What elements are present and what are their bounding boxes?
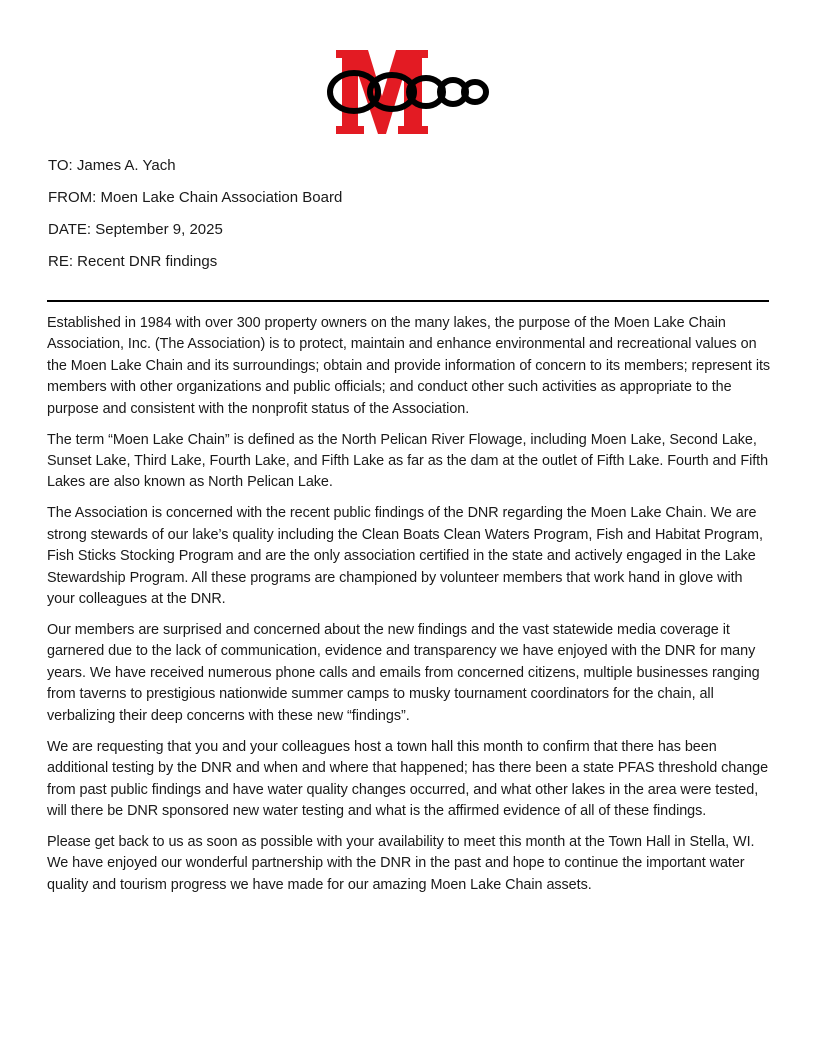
- paragraph-members: Our members are surprised and concerned about the new findings and the vast statewide media coverage it garnered due to the lack of communication, evidence and transparency we have enjoyed with the DNR for many years. We have received numerous phone calls and emails from concerned citizens, multiple businesses ranging from taverns to prestigious nationwide summer camps to musky tournament coordinators for the chain, all verbalizing their deep concerns with these new “findings”.: [47, 622, 760, 724]
- paragraph-concern: The Association is concerned with the recent public findings of the DNR regarding the Moen Lake Chain. We are strong stewards of our lake’s quality including the Clean Boats Clean Waters Program, Fish and Habitat Program, Fish Sticks Stocking Program and are the only association certified in the state and actively engaged in the Lake Stewardship Program. All these programs are championed by volunteer members that work hand in glove with your colleagues at the DNR.: [47, 505, 763, 608]
- memo-body: [47, 313, 771, 906]
- moen-chain-logo-icon: [324, 46, 490, 138]
- memo-re: RE: Recent DNR findings: [48, 253, 218, 270]
- memo-header: [48, 150, 768, 278]
- memo-to: TO: James A. Yach: [48, 157, 176, 174]
- memo-from: FROM: Moen Lake Chain Association Board: [48, 189, 343, 206]
- paragraph-definition: The term “Moen Lake Chain” is defined as the North Pelican River Flowage, including Moen Lake, Second Lake, Sunset Lake, Third Lake, Fourth Lake, and Fifth Lake as far as the dam at the outlet of Fifth Lake. Fourth and Fifth Lakes are also known as North Pelican Lake.: [47, 431, 769, 491]
- association-logo: [324, 46, 490, 138]
- header-divider: [47, 300, 769, 302]
- paragraph-purpose: Established in 1984 with over 300 property owners on the many lakes, the purpose of the Moen Lake Chain Association, Inc. (The Association) is to protect, maintain and enhance environmental and recreational values on the Moen Lake Chain and its surroundings; obtain and provide information of concern to its members; represent its members with other organizations and public officials; and conduct other such activities as appropriate to the purpose and consistent with the nonprofit status of the Association.: [47, 315, 771, 417]
- paragraph-request: We are requesting that you and your colleagues host a town hall this month to confirm that there has been additional testing by the DNR and when and where that happened; has there been a state PFAS threshold change from past public findings and have water quality changes occurred, and what other lakes in the area were tested, will there be DNR sponsored new water testing and what is the affirmed evidence of all of these findings.: [47, 738, 769, 819]
- memo-date: DATE: September 9, 2025: [48, 221, 223, 238]
- paragraph-closing: Please get back to us as soon as possible with your availability to meet this month at the Town Hall in Stella, WI. We have enjoyed our wonderful partnership with the DNR in the past and hope to continue the important water quality and tourism progress we have made for our amazing Moen Lake Chain assets.: [47, 833, 755, 893]
